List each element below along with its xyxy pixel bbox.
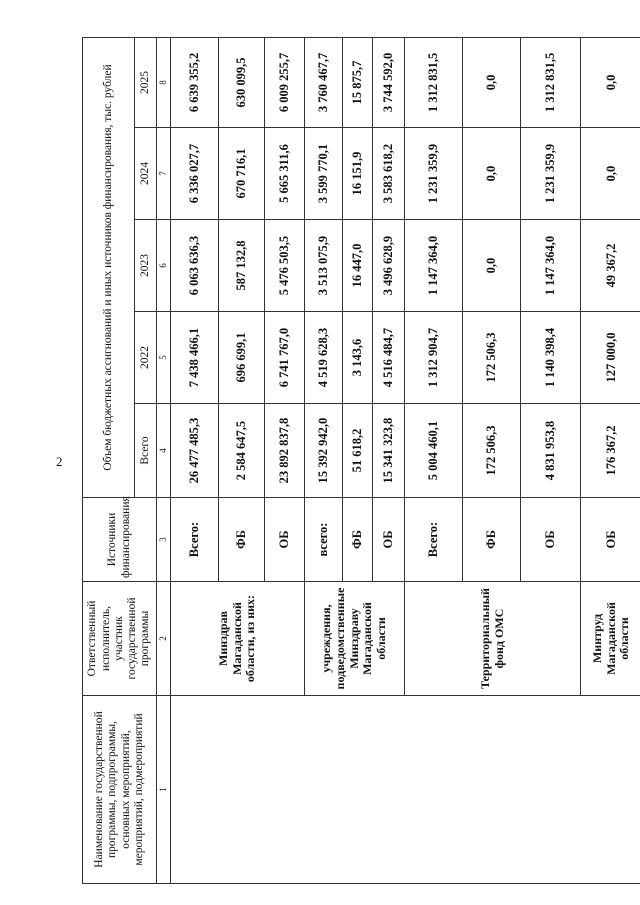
value-2023: 3 513 075,9 bbox=[305, 220, 343, 312]
value-2023: 587 132,8 bbox=[219, 220, 265, 312]
value-2022: 1 312 904,7 bbox=[405, 312, 463, 404]
value-total: 26 477 485,3 bbox=[171, 404, 219, 498]
value-2024: 670 716,1 bbox=[219, 128, 265, 220]
executor-tfoms: Территориальный фонд ОМС bbox=[405, 582, 581, 696]
value-2024: 1 231 359,9 bbox=[405, 128, 463, 220]
value-2025: 630 099,5 bbox=[219, 37, 265, 127]
value-2024: 3 583 618,2 bbox=[373, 128, 405, 220]
value-total: 172 506,3 bbox=[463, 404, 521, 498]
header-year-2025: 2025 bbox=[135, 37, 157, 127]
source-cell: ОБ bbox=[521, 498, 581, 582]
col-number: 3 bbox=[157, 498, 171, 582]
col-number: 4 bbox=[157, 404, 171, 498]
value-2024: 0,0 bbox=[463, 128, 521, 220]
value-2025: 15 875,7 bbox=[343, 37, 373, 127]
source-cell: ФБ bbox=[463, 498, 521, 582]
value-total: 4 831 953,8 bbox=[521, 404, 581, 498]
header-year-2022: 2022 bbox=[135, 312, 157, 404]
executor-institutions: учреждения, подведомственные Минздраву Магаданской области bbox=[305, 582, 405, 696]
header-total: Всего bbox=[135, 404, 157, 498]
value-2022: 172 506,3 bbox=[463, 312, 521, 404]
header-year-2024: 2024 bbox=[135, 128, 157, 220]
value-2025: 3 744 592,0 bbox=[373, 37, 405, 127]
value-total: 51 618,2 bbox=[343, 404, 373, 498]
value-2025: 1 312 831,5 bbox=[521, 37, 581, 127]
col-number: 2 bbox=[157, 582, 171, 696]
source-cell: Всего: bbox=[171, 498, 219, 582]
value-total: 2 584 647,5 bbox=[219, 404, 265, 498]
page-number: 2 bbox=[56, 454, 63, 469]
source-cell: ОБ bbox=[373, 498, 405, 582]
header-program-name: Наименование государственной программы, подпрограммы, основных мероприятий, мероприятий, подмероприятий bbox=[83, 696, 157, 884]
header-volume: Объем бюджетных ассигнований и иных источников финансирования, тыс. рублей bbox=[83, 37, 135, 497]
value-2023: 1 147 364,0 bbox=[405, 220, 463, 312]
header-sources: Источники финансирования bbox=[83, 498, 157, 582]
col-number: 1 bbox=[157, 696, 171, 884]
value-2022: 7 438 466,1 bbox=[171, 312, 219, 404]
value-2024: 6 336 027,7 bbox=[171, 128, 219, 220]
value-2022: 127 000,0 bbox=[581, 312, 640, 404]
value-2023: 1 147 364,0 bbox=[521, 220, 581, 312]
value-2023: 6 063 636,3 bbox=[171, 220, 219, 312]
value-2025: 6 639 355,2 bbox=[171, 37, 219, 127]
value-total: 15 392 942,0 bbox=[305, 404, 343, 498]
value-2025: 0,0 bbox=[463, 37, 521, 127]
col-number: 5 bbox=[157, 312, 171, 404]
header-executor: Ответственный исполнитель, участник государственной программы bbox=[83, 582, 157, 696]
source-cell: ОБ bbox=[265, 498, 305, 582]
value-2023: 5 476 503,5 bbox=[265, 220, 305, 312]
executor-minzdrav: Минздрав Магаданской области, из них: bbox=[171, 582, 305, 696]
value-total: 176 367,2 bbox=[581, 404, 640, 498]
value-total: 5 004 460,1 bbox=[405, 404, 463, 498]
value-2025: 3 760 467,7 bbox=[305, 37, 343, 127]
source-cell: ОБ bbox=[581, 498, 640, 582]
value-2022: 4 519 628,3 bbox=[305, 312, 343, 404]
rotated-table-container bbox=[82, 38, 637, 884]
value-2024: 1 231 359,9 bbox=[521, 128, 581, 220]
financing-table bbox=[82, 37, 640, 884]
source-cell: ФБ bbox=[219, 498, 265, 582]
value-2023: 49 367,2 bbox=[581, 220, 640, 312]
source-cell: ФБ bbox=[343, 498, 373, 582]
value-2023: 16 447,0 bbox=[343, 220, 373, 312]
value-2022: 4 516 484,7 bbox=[373, 312, 405, 404]
value-2023: 0,0 bbox=[463, 220, 521, 312]
col-number: 8 bbox=[157, 37, 171, 127]
value-2025: 0,0 bbox=[581, 37, 640, 127]
value-2024: 0,0 bbox=[581, 128, 640, 220]
header-year-2023: 2023 bbox=[135, 220, 157, 312]
value-2023: 3 496 628,9 bbox=[373, 220, 405, 312]
value-2022: 1 140 398,4 bbox=[521, 312, 581, 404]
value-2022: 3 143,6 bbox=[343, 312, 373, 404]
value-2024: 5 665 311,6 bbox=[265, 128, 305, 220]
program-name-cell bbox=[171, 696, 640, 884]
value-total: 15 341 323,8 bbox=[373, 404, 405, 498]
source-cell: Всего: bbox=[405, 498, 463, 582]
executor-mintrud: Минтруд Магаданской области bbox=[581, 582, 640, 696]
value-2024: 3 599 770,1 bbox=[305, 128, 343, 220]
value-total: 23 892 837,8 bbox=[265, 404, 305, 498]
value-2024: 16 151,9 bbox=[343, 128, 373, 220]
value-2022: 696 699,1 bbox=[219, 312, 265, 404]
value-2025: 1 312 831,5 bbox=[405, 37, 463, 127]
source-cell: всего: bbox=[305, 498, 343, 582]
value-2025: 6 009 255,7 bbox=[265, 37, 305, 127]
col-number: 7 bbox=[157, 128, 171, 220]
col-number: 6 bbox=[157, 220, 171, 312]
value-2022: 6 741 767,0 bbox=[265, 312, 305, 404]
